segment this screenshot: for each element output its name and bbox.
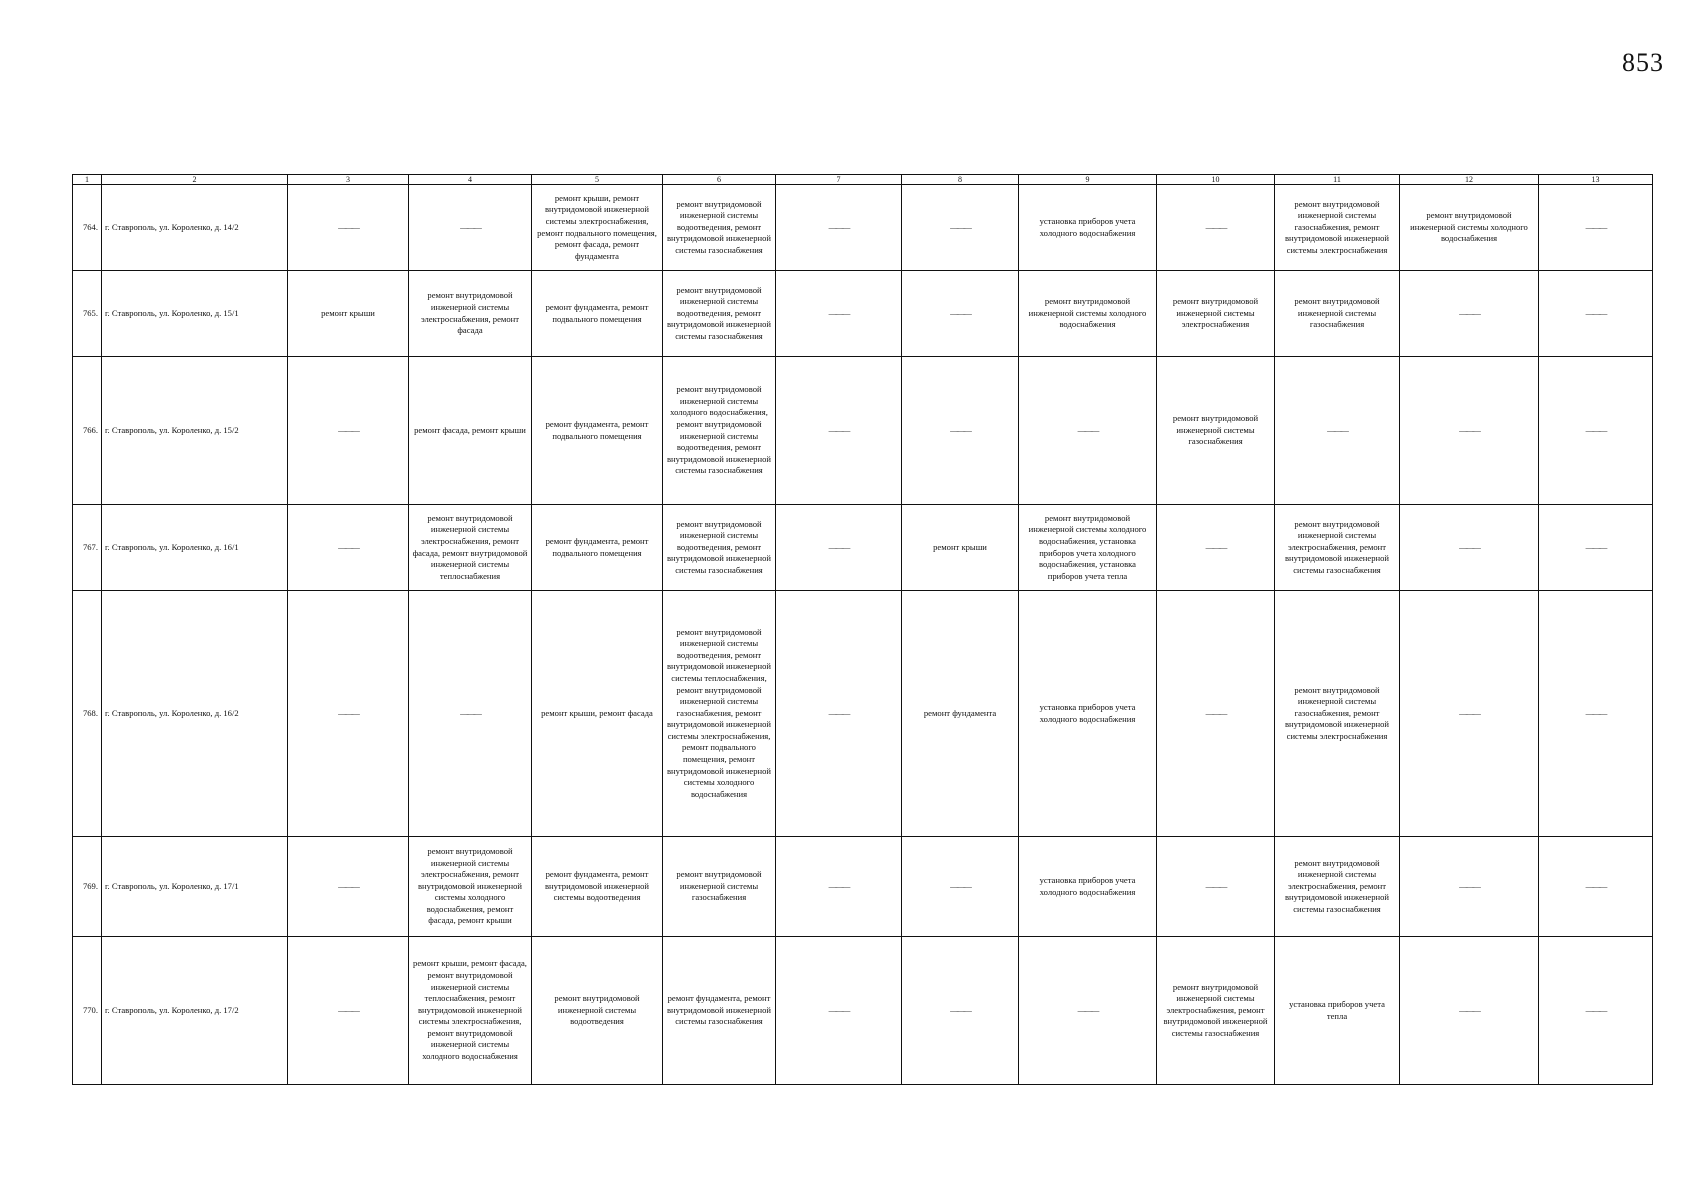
- table-cell: ремонт крыши: [902, 505, 1019, 591]
- table-cell: ———: [1400, 937, 1539, 1085]
- table-cell: ———: [776, 357, 902, 505]
- table-cell: ———: [1275, 357, 1400, 505]
- column-header: 9: [1019, 175, 1157, 185]
- row-number: 770.: [73, 937, 102, 1085]
- row-address: г. Ставрополь, ул. Короленко, д. 17/1: [102, 837, 288, 937]
- table-cell: ремонт внутридомовой инженерной системы электроснабжения, ремонт фасада, ремонт внутридомовой инженерной системы теплоснабжения: [409, 505, 532, 591]
- table-cell: установка приборов учета холодного водоснабжения: [1019, 185, 1157, 271]
- table-cell: ———: [902, 271, 1019, 357]
- table-cell: ———: [1539, 837, 1653, 937]
- table-row: [73, 357, 1653, 505]
- table-row: [73, 271, 1653, 357]
- table-row: [73, 937, 1653, 1085]
- page-number: 853: [1622, 48, 1664, 77]
- column-header: 8: [902, 175, 1019, 185]
- table-cell: ———: [1157, 837, 1275, 937]
- table-cell: ремонт внутридомовой инженерной системы газоснабжения, ремонт внутридомовой инженерной системы электроснабжения: [1275, 185, 1400, 271]
- table-row: [73, 185, 1653, 271]
- table-cell: ———: [776, 591, 902, 837]
- table-cell: ———: [776, 271, 902, 357]
- table-cell: ———: [409, 591, 532, 837]
- table-cell: ремонт фундамента, ремонт внутридомовой инженерной системы водоотведения: [532, 837, 663, 937]
- table-cell: ремонт внутридомовой инженерной системы электроснабжения, ремонт фасада: [409, 271, 532, 357]
- table-cell: ремонт фундамента: [902, 591, 1019, 837]
- table-cell: ———: [1400, 837, 1539, 937]
- table-cell: ———: [1539, 937, 1653, 1085]
- row-address: г. Ставрополь, ул. Короленко, д. 15/2: [102, 357, 288, 505]
- table-cell: ———: [776, 837, 902, 937]
- table-cell: ———: [1400, 357, 1539, 505]
- table-cell: ремонт внутридомовой инженерной системы водоотведения, ремонт внутридомовой инженерной системы газоснабжения: [663, 185, 776, 271]
- table-cell: ремонт внутридомовой инженерной системы электроснабжения, ремонт внутридомовой инженерной системы газоснабжения: [1275, 505, 1400, 591]
- table-cell: установка приборов учета холодного водоснабжения: [1019, 591, 1157, 837]
- table-cell: ———: [902, 185, 1019, 271]
- table-cell: ремонт внутридомовой инженерной системы водоотведения, ремонт внутридомовой инженерной системы газоснабжения: [663, 271, 776, 357]
- table-cell: ремонт внутридомовой инженерной системы водоотведения: [532, 937, 663, 1085]
- table-cell: ремонт внутридомовой инженерной системы электроснабжения: [1157, 271, 1275, 357]
- table-cell: ремонт крыши, ремонт фасада: [532, 591, 663, 837]
- table-cell: установка приборов учета холодного водоснабжения: [1019, 837, 1157, 937]
- table-cell: ———: [1019, 357, 1157, 505]
- table-cell: ремонт внутридомовой инженерной системы холодного водоснабжения, установка приборов учета холодного водоснабжения, установка приборов учета тепла: [1019, 505, 1157, 591]
- column-header: 12: [1400, 175, 1539, 185]
- table-cell: ремонт внутридомовой инженерной системы газоснабжения: [1275, 271, 1400, 357]
- row-number: 768.: [73, 591, 102, 837]
- table-cell: установка приборов учета тепла: [1275, 937, 1400, 1085]
- table-cell: ———: [288, 937, 409, 1085]
- table-cell: ремонт внутридомовой инженерной системы холодного водоснабжения: [1019, 271, 1157, 357]
- table-row: [73, 591, 1653, 837]
- column-header: 6: [663, 175, 776, 185]
- column-header: 1: [73, 175, 102, 185]
- table-cell: ———: [776, 505, 902, 591]
- table-cell: ремонт крыши, ремонт внутридомовой инженерной системы электроснабжения, ремонт подвального помещения, ремонт фасада, ремонт фундамента: [532, 185, 663, 271]
- table-row: [73, 505, 1653, 591]
- table-cell: ———: [1539, 271, 1653, 357]
- row-address: г. Ставрополь, ул. Короленко, д. 14/2: [102, 185, 288, 271]
- table-cell: ремонт внутридомовой инженерной системы газоснабжения, ремонт внутридомовой инженерной системы электроснабжения: [1275, 591, 1400, 837]
- table-cell: ———: [1157, 505, 1275, 591]
- column-header: 11: [1275, 175, 1400, 185]
- table-cell: ремонт фундамента, ремонт подвального помещения: [532, 357, 663, 505]
- table-cell: ———: [288, 837, 409, 937]
- table-cell: ———: [1539, 185, 1653, 271]
- row-number: 765.: [73, 271, 102, 357]
- table-cell: ремонт крыши, ремонт фасада, ремонт внутридомовой инженерной системы теплоснабжения, ремонт внутридомовой инженерной системы электроснабжения, ремонт внутридомовой инженерной системы холодного водоснабжения: [409, 937, 532, 1085]
- table-cell: ———: [902, 357, 1019, 505]
- table-cell: ремонт фундамента, ремонт подвального помещения: [532, 271, 663, 357]
- table-cell: ———: [288, 185, 409, 271]
- table-cell: ———: [1539, 591, 1653, 837]
- table-cell: ———: [288, 591, 409, 837]
- table-cell: ———: [409, 185, 532, 271]
- table-cell: ремонт внутридомовой инженерной системы газоснабжения: [663, 837, 776, 937]
- column-header: 13: [1539, 175, 1653, 185]
- column-header: 3: [288, 175, 409, 185]
- table-cell: ремонт внутридомовой инженерной системы холодного водоснабжения: [1400, 185, 1539, 271]
- table-cell: ремонт фундамента, ремонт внутридомовой инженерной системы газоснабжения: [663, 937, 776, 1085]
- table-cell: ———: [1539, 505, 1653, 591]
- column-header: 4: [409, 175, 532, 185]
- table-cell: ———: [1019, 937, 1157, 1085]
- row-number: 766.: [73, 357, 102, 505]
- table-cell: ———: [288, 505, 409, 591]
- table-cell: ———: [1157, 185, 1275, 271]
- row-number: 769.: [73, 837, 102, 937]
- row-number: 767.: [73, 505, 102, 591]
- table-cell: ремонт крыши: [288, 271, 409, 357]
- table-cell: ремонт внутридомовой инженерной системы газоснабжения: [1157, 357, 1275, 505]
- row-address: г. Ставрополь, ул. Короленко, д. 16/2: [102, 591, 288, 837]
- table-cell: ———: [776, 937, 902, 1085]
- table-row: [73, 837, 1653, 937]
- column-header: 7: [776, 175, 902, 185]
- table-cell: ремонт внутридомовой инженерной системы водоотведения, ремонт внутридомовой инженерной системы теплоснабжения, ремонт внутридомовой инженерной системы газоснабжения, ремонт внутридомовой инженерной системы электроснабжения, ремонт подвального помещения, ремонт внутридомовой инженерной системы холодного водоснабжения: [663, 591, 776, 837]
- column-header: 10: [1157, 175, 1275, 185]
- table-cell: ———: [1539, 357, 1653, 505]
- column-header: 5: [532, 175, 663, 185]
- row-address: г. Ставрополь, ул. Короленко, д. 15/1: [102, 271, 288, 357]
- table-cell: ———: [288, 357, 409, 505]
- table-cell: ———: [1400, 271, 1539, 357]
- column-number-row: [73, 175, 1653, 185]
- row-address: г. Ставрополь, ул. Короленко, д. 16/1: [102, 505, 288, 591]
- table-cell: ремонт внутридомовой инженерной системы холодного водоснабжения, ремонт внутридомовой инженерной системы водоотведения, ремонт внутридомовой инженерной системы газоснабжения: [663, 357, 776, 505]
- table-cell: ремонт фасада, ремонт крыши: [409, 357, 532, 505]
- table-cell: ремонт внутридомовой инженерной системы электроснабжения, ремонт внутридомовой инженерной системы газоснабжения: [1157, 937, 1275, 1085]
- table-cell: ———: [902, 837, 1019, 937]
- table-cell: ремонт внутридомовой инженерной системы водоотведения, ремонт внутридомовой инженерной системы газоснабжения: [663, 505, 776, 591]
- table-cell: ———: [1157, 591, 1275, 837]
- repair-schedule-table: [72, 174, 1653, 1085]
- table-cell: ремонт внутридомовой инженерной системы электроснабжения, ремонт внутридомовой инженерной системы газоснабжения: [1275, 837, 1400, 937]
- table-cell: ———: [1400, 591, 1539, 837]
- table-cell: ремонт фундамента, ремонт подвального помещения: [532, 505, 663, 591]
- row-number: 764.: [73, 185, 102, 271]
- row-address: г. Ставрополь, ул. Короленко, д. 17/2: [102, 937, 288, 1085]
- table-cell: ———: [776, 185, 902, 271]
- table-cell: ремонт внутридомовой инженерной системы электроснабжения, ремонт внутридомовой инженерной системы холодного водоснабжения, ремонт фасада, ремонт крыши: [409, 837, 532, 937]
- table-cell: ———: [1400, 505, 1539, 591]
- table-cell: ———: [902, 937, 1019, 1085]
- column-header: 2: [102, 175, 288, 185]
